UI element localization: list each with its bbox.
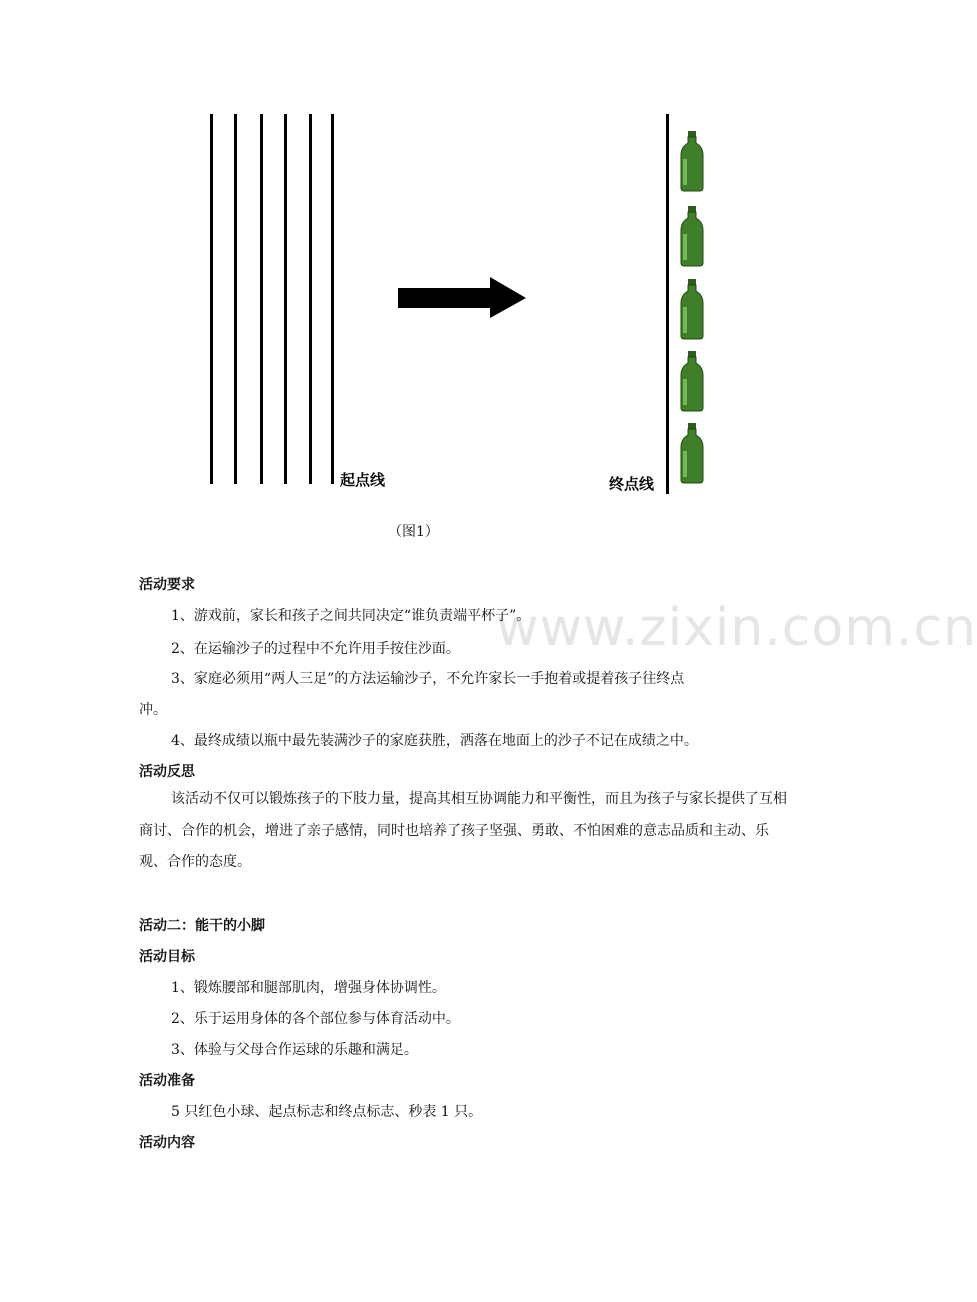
reflection-paragraph: 该活动不仅可以锻炼孩子的下肢力量，提高其相互协调能力和平衡性，而且为孩子与家长提供了互相商讨、合作的机会，增进了亲子感情，同时也培养了孩子坚强、勇敢、不怕困难的意志品质和主动、乐观、合作的态度。 bbox=[139, 791, 787, 870]
bottle-icon bbox=[679, 206, 705, 266]
requirement-item: 4、最终成绩以瓶中最先装满沙子的家庭获胜，洒落在地面上的沙子不记在成绩之中。 bbox=[171, 733, 698, 749]
start-line-5 bbox=[309, 114, 312, 484]
finish-line bbox=[666, 114, 669, 494]
figure-caption: （图1） bbox=[388, 524, 439, 540]
goal-item: 1、锻炼腰部和腿部肌肉，增强身体协调性。 bbox=[171, 980, 446, 996]
requirement-item-continuation: 冲。 bbox=[139, 702, 167, 718]
finish-line-label: 终点线 bbox=[609, 475, 655, 493]
activity2-title: 活动二：能干的小脚 bbox=[139, 918, 265, 934]
start-line-label: 起点线 bbox=[340, 471, 386, 489]
goal-item: 2、乐于运用身体的各个部位参与体育活动中。 bbox=[171, 1011, 460, 1027]
start-line-1 bbox=[210, 114, 213, 484]
start-line-4 bbox=[284, 114, 287, 484]
goal-item: 3、体验与父母合作运球的乐趣和满足。 bbox=[171, 1042, 418, 1058]
prep-text: 5 只红色小球、起点标志和终点标志、秒表 1 只。 bbox=[171, 1104, 483, 1120]
requirement-item: 1、游戏前，家长和孩子之间共同决定“谁负责端平杯子”。 bbox=[171, 608, 531, 624]
requirement-item: 2、在运输沙子的过程中不允许用手按住沙面。 bbox=[171, 641, 460, 657]
start-line-2 bbox=[234, 114, 237, 484]
start-line-6 bbox=[331, 114, 334, 484]
content-heading: 活动内容 bbox=[139, 1135, 195, 1151]
right-arrow-icon bbox=[398, 277, 528, 319]
watermark: www.zixin.com.cn bbox=[496, 598, 977, 658]
figure-1 bbox=[0, 0, 920, 520]
start-line-3 bbox=[260, 114, 263, 484]
requirements-heading: 活动要求 bbox=[139, 577, 195, 593]
bottle-icon bbox=[679, 131, 705, 191]
bottle-icon bbox=[679, 351, 705, 411]
bottle-icon bbox=[679, 279, 705, 339]
prep-heading: 活动准备 bbox=[139, 1073, 195, 1089]
bottle-icon bbox=[679, 423, 705, 483]
goals-heading: 活动目标 bbox=[139, 949, 195, 965]
requirement-item: 3、家庭必须用“两人三足”的方法运输沙子，不允许家长一手抱着或提着孩子往终点 bbox=[171, 671, 685, 687]
reflection-heading: 活动反思 bbox=[139, 764, 195, 780]
